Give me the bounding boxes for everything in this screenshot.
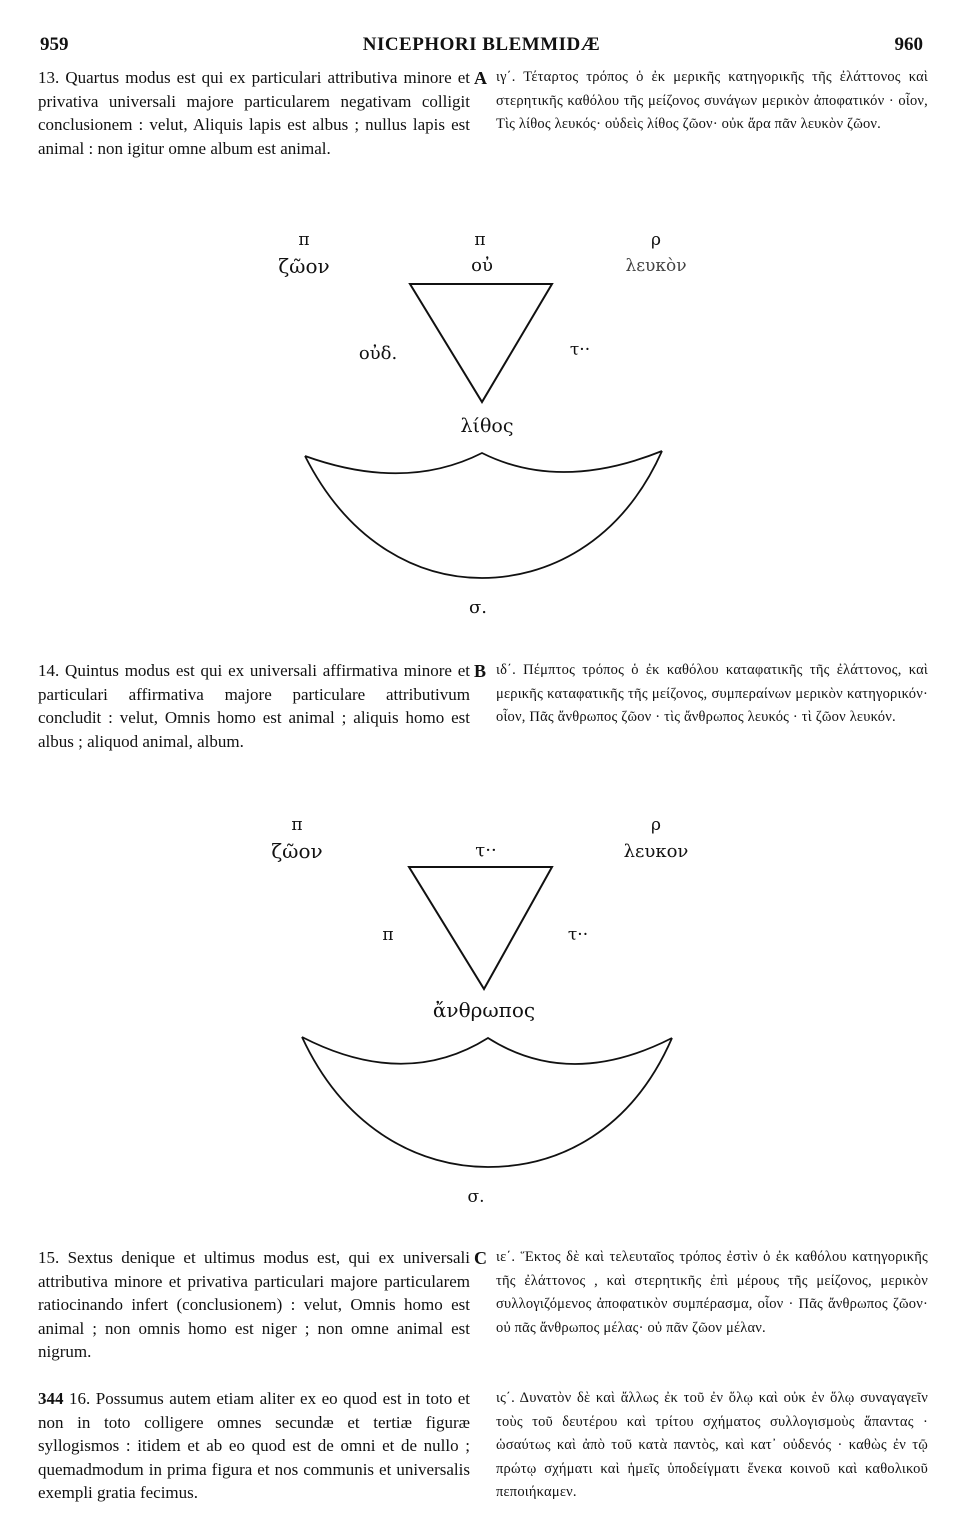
greek-paragraph-14: ιδ΄. Πέμπτος τρόπος ὁ ἐκ καθόλου καταφατικῆς τῆς ἐλάττονος, καὶ μερικῆς καταφατικῆς τῆς μείζονος, συμπεραίνων μερικὸν κατηγορικόν· οἷον, Πᾶς ἄνθρωπος ζῶον · τὶς ἄνθρωπος λευκός · τὶ ζῶον λευκόν. bbox=[496, 662, 928, 725]
d2-bottom-label: σ. bbox=[467, 1187, 485, 1207]
d1-apex-label: λίθος bbox=[460, 415, 514, 437]
right-page-number: 960 bbox=[894, 34, 923, 55]
d1-top-left-mark: π bbox=[298, 230, 310, 250]
syllogism-diagram-1 bbox=[0, 220, 963, 620]
d1-top-left-word: ζῶον bbox=[278, 254, 330, 278]
d2-apex-label: ἄνθρωπος bbox=[432, 998, 536, 1022]
running-title: NICEPHORI BLEMMIDÆ bbox=[362, 34, 601, 55]
d1-triangle bbox=[410, 284, 552, 402]
d2-triangle bbox=[409, 867, 552, 989]
d1-top-right-mark: ρ bbox=[651, 230, 661, 250]
margin-mark-c: C bbox=[474, 1248, 487, 1268]
d2-left-side-label: π bbox=[382, 925, 394, 945]
column-marker-number: 344 bbox=[38, 1389, 64, 1408]
latin-paragraph-16-text: 16. Possumus autem etiam aliter ex eo quod est in toto et non in toto colligere omnes secundæ et tertiæ figuræ syllogismos : itidem et ab eo quod est de omni et de nullo ; quemadmodum in prima figura et nos communis et universalis exempli gratia fecimus. bbox=[38, 1389, 470, 1502]
latin-paragraph-15: 15. Sextus denique et ultimus modus est, qui ex universali attributiva minore et privativa particulari majore particularem ratiocinando infert (conclusionem) : velut, Omnis homo est animal ; non omnis homo est niger ; non omne animal est nigrum. bbox=[38, 1248, 470, 1361]
d2-top-left-word: ζῶον bbox=[271, 839, 323, 863]
d2-lune-inner bbox=[302, 1037, 672, 1064]
d2-top-right-word: λευκον bbox=[623, 841, 689, 862]
d2-top-mid-label: τ·· bbox=[475, 840, 497, 861]
latin-paragraph-16 bbox=[38, 1387, 470, 1505]
d2-right-side-label: τ·· bbox=[567, 925, 589, 945]
greek-paragraph-13: ιγ΄. Τέταρτος τρόπος ὁ ἐκ μερικῆς κατηγορικῆς τῆς ἐλάττονος καὶ στερητικῆς καθόλου τῆς μείζονος συνάγων μερικὸν ἀποφατικόν · οἷον, Τὶς λίθος λευκός· οὐδεὶς λίθος ζῶον· οὐκ ἄρα πᾶν λευκὸν ζῶον. bbox=[496, 69, 928, 132]
d1-right-side-label: τ·· bbox=[569, 340, 591, 360]
diagram-1-svg bbox=[0, 220, 963, 620]
d1-top-right-word: λευκὸν bbox=[625, 256, 687, 276]
d2-top-left-mark: π bbox=[291, 815, 303, 835]
margin-mark-b: B bbox=[474, 661, 487, 681]
d1-lune-inner bbox=[305, 451, 662, 473]
left-page-number: 959 bbox=[40, 34, 69, 55]
greek-paragraph-16: ις΄. Δυνατὸν δὲ καὶ ἄλλως ἐκ τοῦ ἐν ὅλῳ καὶ οὐκ ἐν ὅλῳ συναγαγεῖν τοὺς τοῦ δευτέρου καὶ τρίτου σχήματος συλλογισμοὺς ἅπαντας · ὡσαύτως καὶ ἀπὸ τοῦ κατὰ παντὸς, καὶ κατ᾽ οὐδενός · καθὼς ἐν τῷ πρώτῳ σχήματι καὶ ἡμεῖς ὑποδείγματι ἕνεκα κοινοῦ καὶ καθολικοῦ πεποιήκαμεν. bbox=[496, 1390, 928, 1500]
d2-lune-outer bbox=[302, 1037, 672, 1167]
margin-mark-a: A bbox=[474, 68, 487, 88]
latin-paragraph-13: 13. Quartus modus est qui ex particulari attributiva minore et privativa universali majore particularem negativam colligit conclusionem : velut, Aliquis lapis est albus ; nullus lapis est animal : non igitur omne album est animal. bbox=[38, 68, 470, 158]
d1-left-side-label: οὐδ. bbox=[358, 343, 398, 364]
d1-bottom-label: σ. bbox=[468, 597, 488, 618]
d1-top-mid-mark: π bbox=[474, 230, 486, 250]
d2-top-right-mark: ρ bbox=[651, 815, 661, 835]
greek-paragraph-15: ιε΄. Ἕκτος δὲ καὶ τελευταῖος τρόπος ἐστὶν ὁ ἐκ καθόλου κατηγορικῆς τῆς ἐλάττονος , καὶ στερητικῆς ἐπὶ μέρους τῆς μείζονος, μερικὸν συλλογιζόμενος ἀποφατικὸν συμπέρασμα, οἷον · Πᾶς ἄνθρωπος ζῶον· οὐ πᾶς ἄνθρωπος μέλας· οὐ πᾶν ζῶον μέλαν. bbox=[496, 1249, 928, 1336]
d1-top-mid-word: οὐ bbox=[471, 255, 493, 276]
latin-paragraph-14: 14. Quintus modus est qui ex universali affirmativa minore et particulari affirmativa majore particulare attributivum concludit : velut, Omnis homo est animal ; aliquis homo est albus ; aliquod animal, album. bbox=[38, 661, 470, 751]
syllogism-diagram-2 bbox=[0, 812, 963, 1212]
diagram-2-svg bbox=[0, 812, 963, 1212]
